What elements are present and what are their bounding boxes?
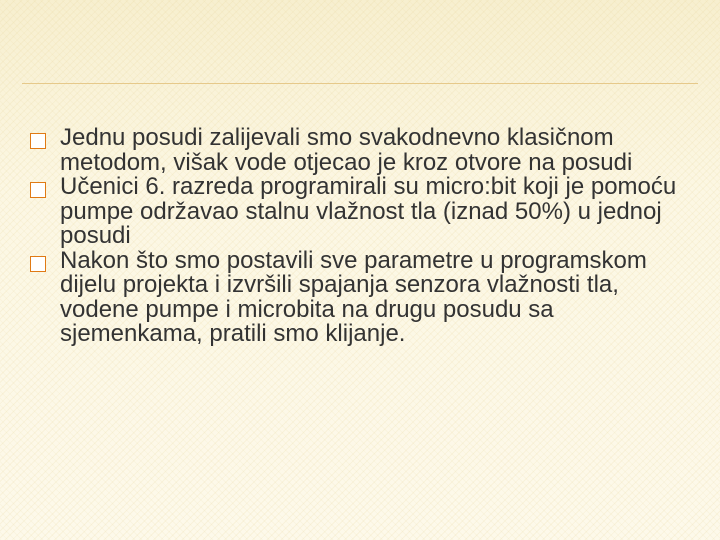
bullet-item <box>30 175 700 249</box>
title-divider <box>22 83 698 84</box>
bullet-text: Nakon što smo postavili sve parametre u programskom dijelu projekta i izvršili spajanja senzora vlažnosti tla, vodene pumpe i microbita na drugu posudu sa sjemenkama, pratili smo klijanje. <box>60 246 647 347</box>
square-bullet-icon <box>30 182 46 198</box>
bullet-list <box>30 126 700 347</box>
bullet-text: Učenici 6. razreda programirali su micro:bit koji je pomoću pumpe održavao stalnu vlažnost tla (iznad 50%) u jednoj posudi <box>60 173 677 249</box>
bullet-text: Jednu posudi zalijevali smo svakodnevno klasičnom metodom, višak vode otjecao je kroz otvore na posudi <box>60 124 633 176</box>
square-bullet-icon <box>30 256 46 272</box>
bullet-item <box>30 126 700 175</box>
square-bullet-icon <box>30 133 46 149</box>
bullet-item <box>30 246 700 347</box>
